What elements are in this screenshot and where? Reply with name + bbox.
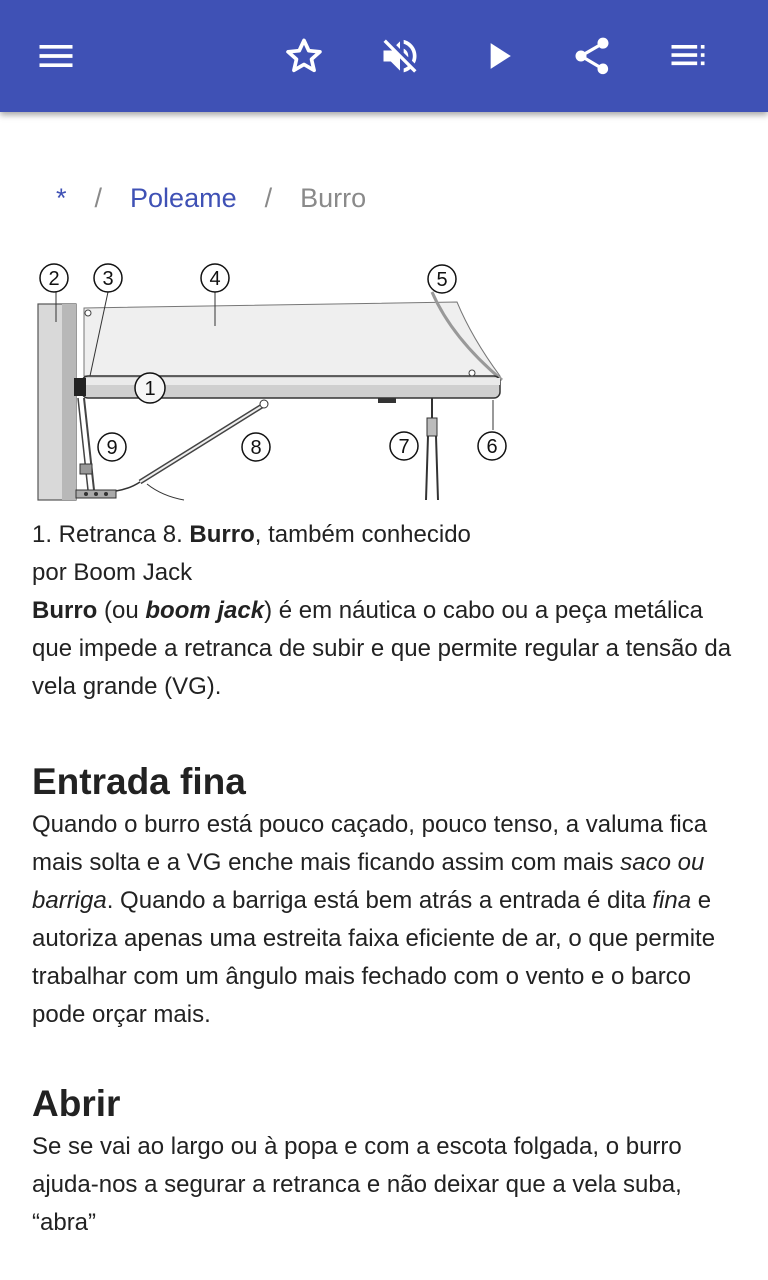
figure-label-2 xyxy=(40,264,68,292)
caption-text: , também conhecido por Boom Jack xyxy=(32,521,471,586)
figure-label-5 xyxy=(428,265,456,293)
intro-bold: Burro xyxy=(32,597,98,624)
figure-label-4 xyxy=(201,264,229,292)
section-italic: fina xyxy=(652,887,692,914)
figure-label-9 xyxy=(98,433,126,461)
play-icon xyxy=(476,34,520,78)
intro-paragraph xyxy=(32,592,736,706)
menu-button[interactable] xyxy=(28,28,84,84)
breadcrumb-parent-link[interactable]: Poleame xyxy=(130,182,237,213)
svg-text:6: 6 xyxy=(486,436,498,458)
boom-vang-diagram xyxy=(32,258,512,502)
section-text: Quando o burro está pouco caçado, pouco tenso, a valuma fica mais solta e a VG enche mais ficando assim com mais xyxy=(32,811,708,876)
section-text: . Quando a barriga está bem atrás a entrada é dita xyxy=(106,887,653,914)
breadcrumb-separator: / xyxy=(264,182,273,213)
figure-label-1 xyxy=(135,373,165,403)
figure-label-7 xyxy=(390,432,418,460)
svg-text:4: 4 xyxy=(209,268,221,290)
svg-text:9: 9 xyxy=(106,437,118,459)
share-icon xyxy=(570,34,614,78)
share-button[interactable] xyxy=(564,28,620,84)
section-heading-abrir: Abrir xyxy=(32,1083,121,1124)
favorite-button[interactable] xyxy=(276,28,332,84)
section-paragraph-entrada-fina xyxy=(32,806,736,1034)
star-outline-icon xyxy=(282,34,326,78)
figure-label-8 xyxy=(242,433,270,461)
playlist-icon xyxy=(666,34,710,78)
breadcrumb-current: Burro xyxy=(300,182,367,213)
figure-caption xyxy=(32,516,512,592)
svg-text:7: 7 xyxy=(398,436,410,458)
app-bar xyxy=(0,0,768,112)
breadcrumb-separator: / xyxy=(94,182,103,213)
svg-text:2: 2 xyxy=(48,268,60,290)
svg-text:5: 5 xyxy=(436,269,448,291)
intro-text: ) é em náutica o cabo ou a peça metálica que impede a retranca de subir e que permite regular a tensão da vela grande (VG). xyxy=(32,597,732,700)
caption-text: 1. Retranca 8. xyxy=(32,521,190,548)
section-text: e autoriza apenas uma estreita faixa eficiente de ar, o que permite trabalhar com um ângulo mais fechado com o vento e o barco pode orçar mais. xyxy=(32,887,716,1028)
figure-label-6 xyxy=(478,432,506,460)
section-heading-entrada-fina: Entrada fina xyxy=(32,761,246,802)
svg-text:8: 8 xyxy=(250,437,262,459)
volume-off-icon xyxy=(378,34,422,78)
play-button[interactable] xyxy=(470,28,526,84)
intro-term: boom jack xyxy=(145,597,265,624)
svg-text:3: 3 xyxy=(102,268,114,290)
figure-label-3 xyxy=(94,264,122,292)
menu-icon xyxy=(34,34,78,78)
contents-button[interactable] xyxy=(660,28,716,84)
article-content xyxy=(32,592,736,1242)
breadcrumb xyxy=(56,178,366,218)
breadcrumb-root-link[interactable]: * xyxy=(56,182,67,213)
mute-button[interactable] xyxy=(372,28,428,84)
caption-bold: Burro xyxy=(189,521,255,548)
section-italic: saco ou barriga xyxy=(32,849,705,914)
section-paragraph-abrir: Se se vai ao largo ou à popa e com a escota folgada, o burro ajuda-nos a segurar a retranca e não deixar que a vela suba, “abra” xyxy=(32,1133,682,1236)
svg-text:1: 1 xyxy=(144,378,156,400)
intro-text: (ou xyxy=(97,597,146,624)
